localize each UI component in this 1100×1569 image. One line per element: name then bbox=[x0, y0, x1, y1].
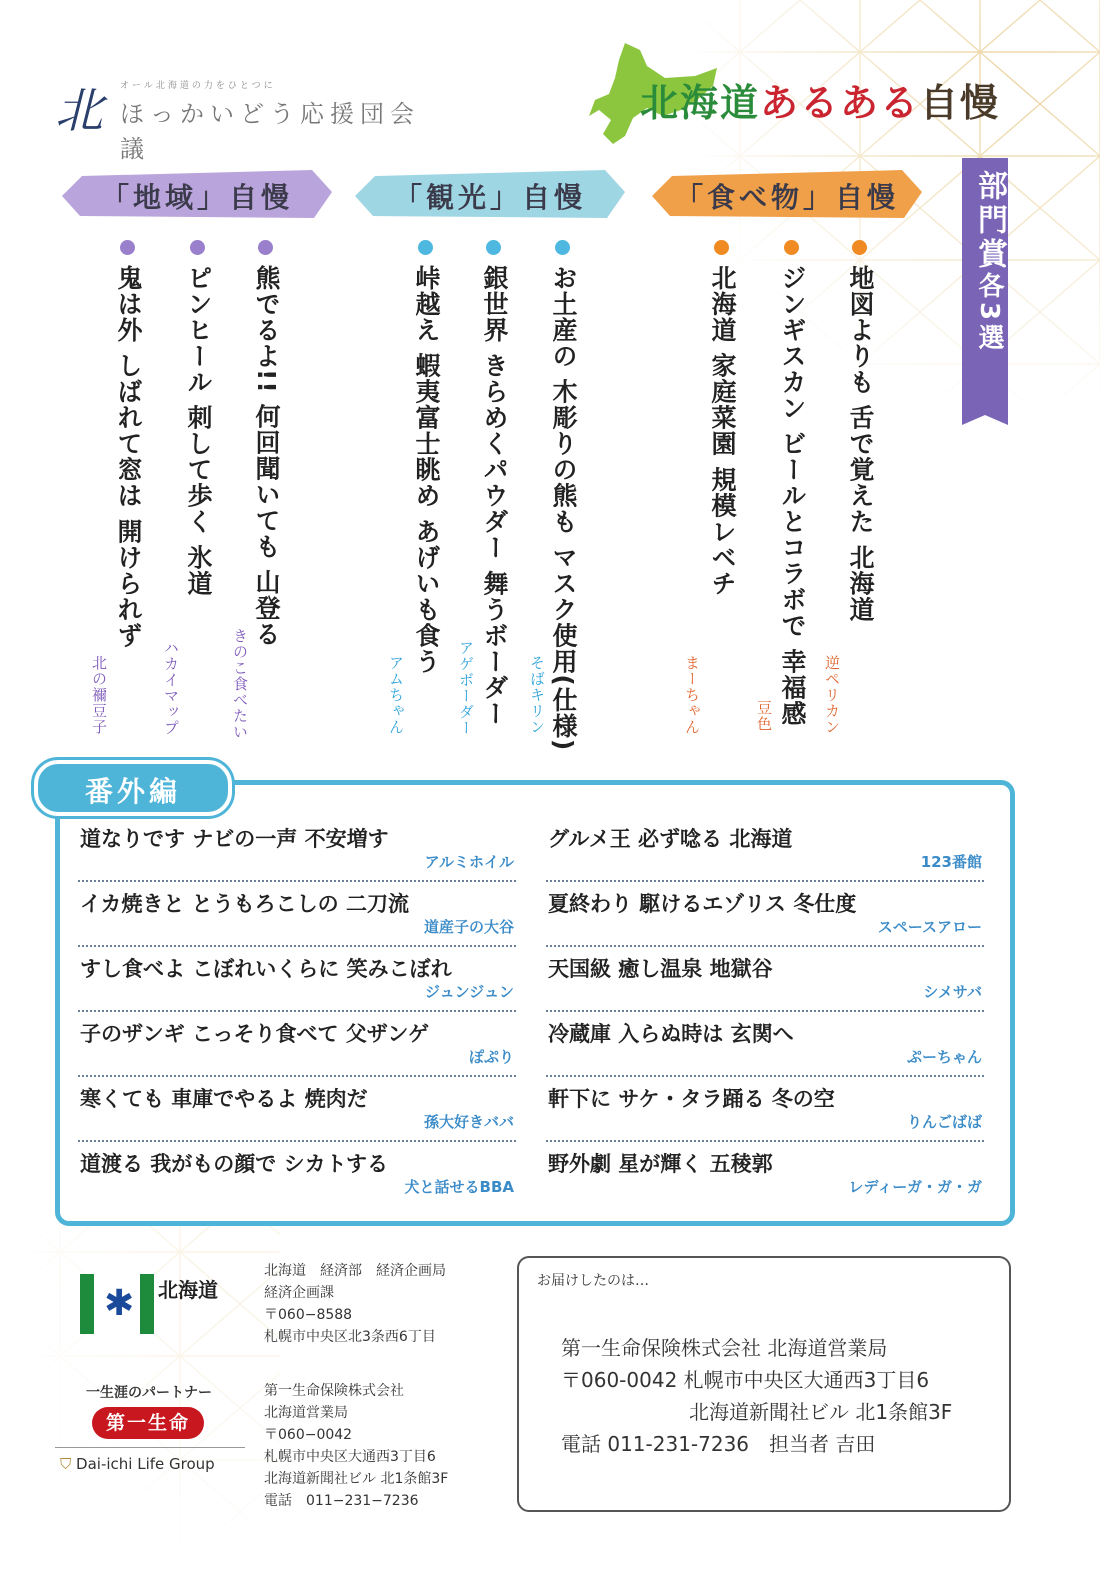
contact-line: 北海道新聞社ビル 北1条館3F bbox=[689, 1400, 953, 1424]
shield-icon: ⛉ bbox=[60, 1455, 77, 1473]
bullet-dot bbox=[555, 240, 570, 255]
address-line: 北海道新聞社ビル 北1条館3F bbox=[264, 1471, 449, 1487]
extras-author: ジュンジュン bbox=[424, 983, 514, 1001]
bullet-dot bbox=[486, 240, 501, 255]
org-tagline: オール北海道の力をひとつに bbox=[120, 81, 276, 91]
extras-item bbox=[78, 880, 516, 947]
author-region-2: ハカイマップ bbox=[162, 640, 180, 736]
author-region-3: 北の禰豆子 bbox=[90, 655, 108, 735]
title-jiman: 自慢 bbox=[920, 81, 1001, 125]
extras-poem: グルメ王 必ず唸る 北海道 bbox=[548, 827, 793, 851]
group-logo bbox=[60, 1455, 215, 1473]
extras-item bbox=[546, 1010, 984, 1077]
award-ribbon-tail bbox=[962, 411, 1008, 425]
extras-item bbox=[78, 945, 516, 1012]
partner-tagline: 一生涯のパートナー bbox=[86, 1385, 212, 1401]
extras-item bbox=[546, 945, 984, 1012]
poem-food-2: ジンギスカン ビールとコラボで 幸福感 bbox=[778, 265, 807, 727]
extras-author: スペースアロー bbox=[877, 918, 982, 936]
banner-food-label: 「食べ物」自慢 bbox=[674, 181, 899, 214]
extras-tab-label: 番外編 bbox=[84, 775, 181, 808]
address-line: 電話 011−231−7236 bbox=[264, 1493, 419, 1509]
extras-item bbox=[546, 815, 984, 882]
extras-poem: 子のザンギ こっそり食べて 父ザンゲ bbox=[80, 1022, 429, 1046]
contact-box bbox=[517, 1256, 1011, 1512]
bullet-dot bbox=[190, 240, 205, 255]
address-line: 経済企画課 bbox=[264, 1285, 334, 1301]
bullet-dot bbox=[852, 240, 867, 255]
author-region-1: きのこ食べたい bbox=[231, 628, 249, 740]
extras-item bbox=[546, 880, 984, 947]
author-food-2: 豆色 bbox=[755, 700, 773, 732]
author-tourism-1: そばキリン bbox=[528, 655, 546, 735]
hokkaido-address bbox=[264, 1260, 446, 1348]
org-name: ほっかいどう応援団会議 bbox=[120, 100, 420, 163]
poem-region-3: 鬼は外 しばれて窓は 開けられず bbox=[114, 265, 143, 649]
group-name: Dai-ichi Life Group bbox=[76, 1455, 215, 1473]
extras-author: アルミホイル bbox=[424, 853, 514, 871]
org-logo-kanji: 北 bbox=[55, 83, 104, 139]
banner-tourism bbox=[355, 166, 625, 222]
banner-region bbox=[62, 166, 332, 222]
extras-poem: 寒くても 車庫でやるよ 焼肉だ bbox=[80, 1087, 368, 1111]
address-line: 〒060−8588 bbox=[264, 1307, 353, 1323]
extras-item bbox=[78, 1010, 516, 1077]
author-tourism-3: アムちゃん bbox=[387, 655, 405, 735]
contact-heading: お届けしたのは… bbox=[537, 1273, 649, 1289]
contact-line: 第一生命保険株式会社 北海道営業局 bbox=[561, 1336, 888, 1360]
poem-region-2: ピンヒール 刺して歩く 氷道 bbox=[184, 265, 213, 597]
daiichi-logo: 第一生命 bbox=[92, 1407, 204, 1439]
bullet-dot bbox=[258, 240, 273, 255]
bullet-dot bbox=[418, 240, 433, 255]
extras-item bbox=[546, 1075, 984, 1142]
daiichi-address bbox=[264, 1380, 448, 1512]
extras-author: ぽぷり bbox=[468, 1048, 514, 1066]
poem-tourism-2: 銀世界 きらめくパウダー 舞うボーダー bbox=[480, 265, 509, 727]
extras-author: レディーガ・ガ・ガ bbox=[848, 1178, 982, 1196]
extras-poem: 冷蔵庫 入らぬ時は 玄関へ bbox=[548, 1022, 794, 1046]
award-badge bbox=[962, 158, 1008, 413]
address-line: 第一生命保険株式会社 bbox=[264, 1383, 404, 1399]
address-line: 北海道 経済部 経済企画局 bbox=[264, 1263, 446, 1279]
extras-item bbox=[546, 1140, 984, 1205]
extras-item bbox=[78, 1140, 516, 1205]
extras-poem: 野外劇 星が輝く 五稜郭 bbox=[548, 1152, 773, 1176]
address-line: 札幌市中央区大通西3丁目6 bbox=[264, 1449, 436, 1465]
bullet-dot bbox=[120, 240, 135, 255]
poem-food-1: 地図よりも 舌で覚えた 北海道 bbox=[846, 265, 875, 623]
banner-food bbox=[652, 166, 922, 222]
address-line: 〒060−0042 bbox=[264, 1427, 353, 1443]
extras-item bbox=[78, 815, 516, 882]
logo-divider bbox=[55, 1447, 245, 1448]
banner-tourism-label: 「観光」自慢 bbox=[393, 181, 586, 214]
contact-line: 〒060-0042 札幌市中央区大通西3丁目6 bbox=[561, 1368, 930, 1392]
extras-tab bbox=[34, 760, 232, 816]
extras-author: 道産子の大谷 bbox=[423, 918, 514, 936]
extras-poem: 夏終わり 駆けるエゾリス 冬仕度 bbox=[548, 892, 857, 916]
extras-author: りんごばば bbox=[906, 1113, 982, 1131]
poem-food-3: 北海道 家庭菜園 規模レベチ bbox=[708, 265, 737, 597]
extras-author: シメサバ bbox=[923, 983, 982, 1001]
hokkaido-label: 北海道 bbox=[158, 1278, 218, 1302]
bullet-dot bbox=[714, 240, 729, 255]
author-tourism-2: アゲボーダー bbox=[457, 640, 475, 736]
poem-tourism-1: お土産の 木彫りの熊も マスク使用(仕様) bbox=[549, 265, 578, 752]
banner-region-label: 「地域」自慢 bbox=[100, 181, 293, 214]
award-label: 部門賞 bbox=[972, 170, 1007, 272]
bullet-dot bbox=[784, 240, 799, 255]
extras-item bbox=[78, 1075, 516, 1142]
hokkaido-flag-icon: ✱ bbox=[80, 1274, 154, 1334]
page-title bbox=[640, 72, 1000, 127]
extras-poem: 軒下に サケ・タラ踊る 冬の空 bbox=[548, 1087, 835, 1111]
author-food-1: 逆ペリカン bbox=[823, 655, 841, 735]
title-hokkaido: 北海道 bbox=[640, 81, 761, 125]
extras-poem: 道なりです ナビの一声 不安増す bbox=[80, 827, 389, 851]
author-food-3: まーちゃん bbox=[683, 655, 701, 735]
extras-author: 犬と話せるBBA bbox=[404, 1178, 514, 1196]
extras-author: 孫大好きババ bbox=[423, 1113, 514, 1131]
poem-region-1: 熊でるよ!! 何回聞いても 山登る bbox=[252, 265, 281, 648]
org-logo bbox=[55, 72, 435, 163]
extras-poem: イカ焼きと とうもろこしの 二刀流 bbox=[80, 892, 409, 916]
poem-tourism-3: 峠越え 蝦夷富士眺め あげいも食う bbox=[412, 265, 441, 675]
extras-poem: すし食べよ こぼれいくらに 笑みこぼれ bbox=[80, 957, 452, 981]
title-aruaru: あるある bbox=[760, 81, 921, 125]
address-line: 札幌市中央区北3条西6丁目 bbox=[264, 1329, 436, 1345]
contact-line: 電話 011-231-7236 担当者 吉田 bbox=[561, 1432, 876, 1456]
extras-author: ぷーちゃん bbox=[906, 1048, 982, 1066]
extras-author: 123番館 bbox=[920, 853, 982, 871]
address-line: 北海道営業局 bbox=[264, 1405, 348, 1421]
extras-poem: 天国級 癒し温泉 地獄谷 bbox=[548, 957, 773, 981]
extras-poem: 道渡る 我がもの顔で シカトする bbox=[80, 1152, 388, 1176]
award-sub: 各3選 bbox=[974, 272, 1004, 355]
